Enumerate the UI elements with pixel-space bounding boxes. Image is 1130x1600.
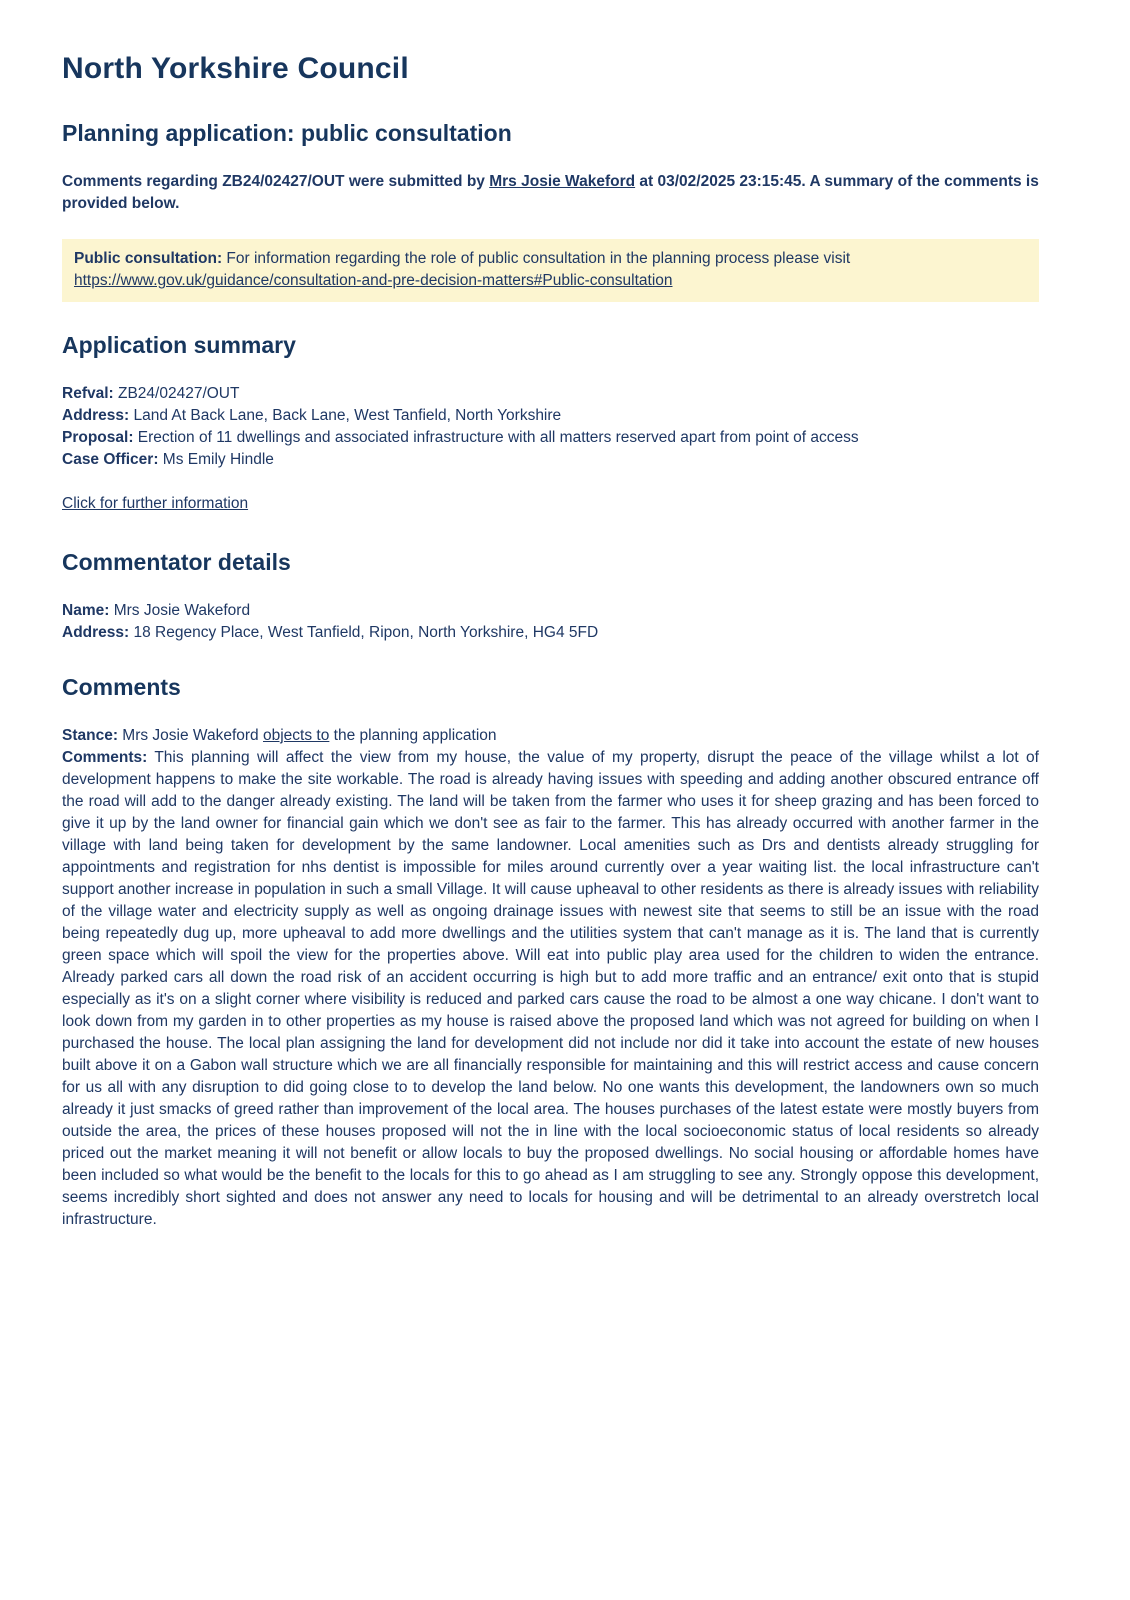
application-summary-fields bbox=[62, 383, 1039, 471]
comments-paragraph bbox=[62, 747, 1039, 1231]
field-commentator-address-value: 18 Regency Place, West Tanfield, Ripon, North Yorkshire, HG4 5FD bbox=[129, 623, 599, 641]
intro-text-after: at 03/02/2025 23:15:45. A summary of the comments is provided below. bbox=[62, 173, 1039, 212]
field-proposal bbox=[62, 427, 1039, 449]
stance-label: Stance: bbox=[62, 726, 118, 744]
field-case-officer bbox=[62, 449, 1039, 471]
comments-label: Comments: bbox=[62, 748, 148, 766]
section-heading-application-summary: Application summary bbox=[62, 331, 296, 358]
commentator-name-link[interactable]: Mrs Josie Wakeford bbox=[489, 173, 636, 190]
field-commentator-address-label: Address: bbox=[62, 623, 130, 641]
field-address-value: Land At Back Lane, Back Lane, West Tanfield, North Yorkshire bbox=[129, 406, 562, 424]
notice-text: For information regarding the role of public consultation in the planning process please visit bbox=[222, 250, 851, 267]
field-refval-label: Refval: bbox=[62, 384, 114, 402]
field-case-officer-label: Case Officer: bbox=[62, 450, 159, 468]
page-title: North Yorkshire Council bbox=[62, 52, 409, 85]
stance-text-after: the planning application bbox=[329, 726, 497, 744]
further-information-link[interactable]: Click for further information bbox=[62, 494, 249, 512]
field-proposal-value: Erection of 11 dwellings and associated infrastructure with all matters reserved apart from point of access bbox=[133, 428, 859, 446]
section-heading-consultation: Planning application: public consultation bbox=[62, 120, 512, 146]
field-name-value: Mrs Josie Wakeford bbox=[109, 601, 251, 619]
commentator-details-fields bbox=[62, 600, 1039, 644]
field-commentator-address bbox=[62, 622, 1039, 644]
field-case-officer-value: Ms Emily Hindle bbox=[158, 450, 274, 468]
field-name bbox=[62, 600, 1039, 622]
field-address bbox=[62, 405, 1039, 427]
notice-label: Public consultation: bbox=[74, 250, 223, 267]
field-address-label: Address: bbox=[62, 406, 130, 424]
stance-text-before: Mrs Josie Wakeford bbox=[118, 726, 263, 744]
field-refval-value: ZB24/02427/OUT bbox=[113, 384, 240, 402]
public-consultation-notice bbox=[62, 239, 1039, 302]
stance-objects-link[interactable]: objects to bbox=[263, 726, 330, 744]
document-page bbox=[62, 52, 1039, 1231]
field-proposal-label: Proposal: bbox=[62, 428, 134, 446]
field-name-label: Name: bbox=[62, 601, 110, 619]
intro-text-before: Comments regarding ZB24/02427/OUT were submitted by bbox=[62, 173, 490, 190]
intro-paragraph bbox=[62, 171, 1039, 215]
stance-line bbox=[62, 725, 1039, 747]
comments-text: This planning will affect the view from my house, the value of my property, disrupt the peace of the village whilst a lot of development happens to make the site workable. The road is already having issues with speeding and adding another obscured entrance off the road will add to the danger already existing. The land will be taken from the farmer who uses it for sheep grazing and has been forced to give it up by the land owner for financial gain which we don't see as fair to the farmer. This has already occurred with another farmer in the village with land being taken for development by the same landowner. Local amenities such as Drs and dentists already struggling for appointments and registration for nhs dentist is impossible for miles around currently over a year waiting list. the local infrastructure can't support another increase in population in such a small Village. It will cause upheaval to other residents as there is already issues with reliability of the village water and electricity supply as well as ongoing drainage issues with newest site that seems to still be an issue with the road being repeatedly dug up, more upheaval to add more dwellings and the utilities system that can't manage as it is. The land that is currently green space which will spoil the view for the properties above. Will eat into public play area used for the children to widen the entrance. Already parked cars all down the road risk of an accident occurring is high but to add more traffic and an entrance/ exit onto that is stupid especially as it's on a slight corner where visibility is reduced and parked cars cause the road to be almost a one way chicane. I don't want to look down from my garden in to other properties as my house is raised above the proposed land which was not agreed for building on when I purchased the house. The local plan assigning the land for development did not include nor did it take into account the estate of new houses built above it on a Gabon wall structure which we are all financially responsible for maintaining and this will restrict access and cause concern for us all with any disruption to did going close to to develop the land below. No one wants this development, the landowners own so much already it just smacks of greed rather than improvement of the local area. The houses purchases of the latest estate were mostly buyers from outside the area, the prices of these houses proposed will not the in line with the local socioeconomic status of local residents so already priced out the market meaning it will not benefit or allow locals to buy the proposed dwellings. No social housing or affordable homes have been included so what would be the benefit to the locals for this to go ahead as I am struggling to see any. Strongly oppose this development, seems incredibly short sighted and does not answer any need to locals for housing and will be detrimental to an already overstretch local infrastructure. bbox=[62, 748, 1039, 1228]
section-heading-comments: Comments bbox=[62, 673, 181, 700]
field-refval bbox=[62, 383, 1039, 405]
gov-uk-consultation-link[interactable]: https://www.gov.uk/guidance/consultation-and-pre-decision-matters#Public-consultation bbox=[74, 272, 673, 290]
comments-block bbox=[62, 725, 1039, 1231]
section-heading-commentator-details: Commentator details bbox=[62, 548, 291, 575]
